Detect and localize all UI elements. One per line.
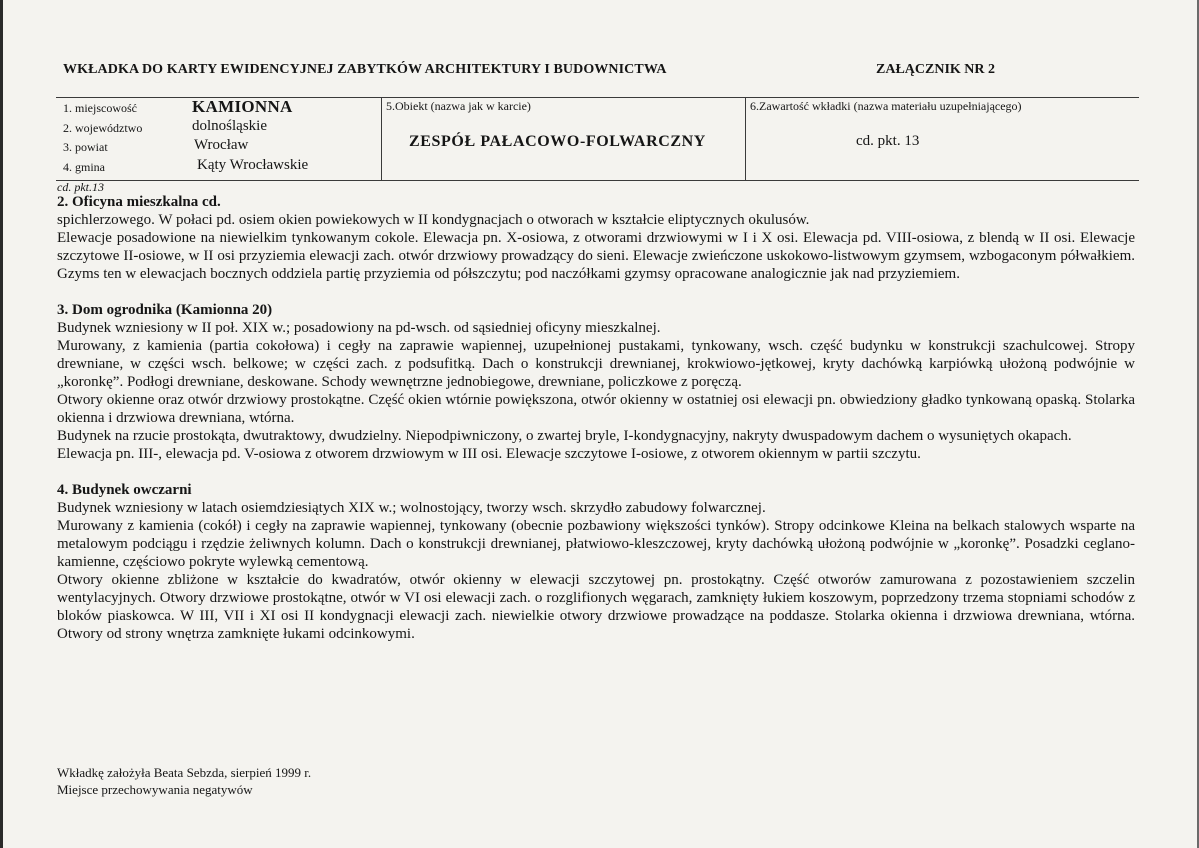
section-spacer <box>57 283 1135 301</box>
contents-label: 6.Zawartość wkładki (nazwa materiału uzupełniającego) <box>750 99 1022 113</box>
location-value: Wrocław <box>194 137 249 153</box>
section-title: 4. Budynek owczarni <box>57 482 192 498</box>
section-paragraph: Otwory okienne oraz otwór drzwiowy prostokątne. Część okien wtórnie powiększona, otwór okienny w ostatniej osi elewacji pn. obwiedziony gładko tynkowaną opaską. Stolarka okienna i drzwiowa drewniana, wtórna. <box>57 392 1135 426</box>
section-title: 3. Dom ogrodnika (Kamionna 20) <box>57 302 273 318</box>
table-bottom-rule <box>56 180 1139 181</box>
object-value: ZESPÓŁ PAŁACOWO-FOLWARCZNY <box>409 133 706 150</box>
location-value: dolnośląskie <box>192 118 267 134</box>
section-paragraph: Murowany z kamienia (cokół) i cegły na zaprawie wapiennej, tynkowany (obecnie pozbawiony większości tynków). Stropy odcinkowe Kleina na belkach stalowych wsparte na metalowym podciągu i rzędzie żeliwnych kolumn. Dach o konstrukcji drewnianej, płatwiowo-kleszczowej, kryty dachówką ułożoną podwójnie w „koronkę”. Posadzki ceglano-kamienne, częściowo pokryte wylewką cementową. <box>57 518 1135 570</box>
document-body <box>57 193 1135 643</box>
author-line: Wkładkę założyła Beata Sebzda, sierpień 1999 r. <box>57 765 312 780</box>
contents-value: cd. pkt. 13 <box>856 133 920 149</box>
location-label: 1. miejscowość <box>63 101 137 115</box>
document-header <box>63 62 1153 82</box>
table-divider-2 <box>745 97 746 180</box>
section-paragraph: Elewacje posadowione na niewielkim tynkowanym cokole. Elewacja pn. X-osiowa, z otworami drzwiowymi w I i X osi. Elewacja pd. VIII-osiowa, z blendą w II osi. Elewacje szczytowe II-osiowe, w II osi przyziemia elewacji zach. otwór drzwiowy prowadzący do sieni. Elewacje zwieńczone uskokowo-listwowym gzymsem, wzbogaconym półwałkiem. Gzyms ten w elewacjach bocznych oddziela partię przyziemia od półszczytu; pod naczółkami gzymsy opracowane analogicznie jak nad przyziemiem. <box>57 230 1135 282</box>
section-paragraph: Murowany, z kamienia (partia cokołowa) i cegły na zaprawie wapiennej, uzupełnionej pustakami, tynkowany, wsch. część budynku w konstrukcji szachulcowej. Stropy drewniane, w części wsch. belkowe; w części zach. z podsufitką. Dach o konstrukcji drewnianej, krokwiowo-jętkowej, kryty dachówką karpiówką ułożoną podwójnie w „koronkę”. Podłogi drewniane, deskowane. Schody wewnętrzne jednobiegowe, drewniane, policzkowe z poręczą. <box>57 338 1135 390</box>
document-footer <box>57 764 311 798</box>
section-paragraph: Elewacja pn. III-, elewacja pd. V-osiowa z otworem drzwiowym w III osi. Elewacje szczytowe I-osiowe, z otworem okiennym w partii szczytu. <box>57 446 921 462</box>
location-label: 2. województwo <box>63 121 143 135</box>
location-value: KAMIONNA <box>192 97 293 116</box>
section-paragraph: Otwory okienne zbliżone w kształcie do kwadratów, otwór okienny w elewacji szczytowej pn. prostokątny. Część otworów zamurowana z pozostawieniem szczelin wentylacyjnych. Otwory drzwiowe prostokątne, otwór w VI osi elewacji zach. o rozglifionych węgarach, zamknięty łukiem koszowym, poprzedzony trzema stopniami schodów z bloków piaskowca. W III, VII i XI osi II kondygnacji elewacji zach. niewielkie otwory drzwiowe prowadzące na poddasze. Stolarka okienna i drzwiowa drewniana, wtórna. Otwory od strony wnętrza zamknięte łukami odcinkowymi. <box>57 572 1135 642</box>
section-paragraph: Budynek wzniesiony w II poł. XIX w.; posadowiony na pd-wsch. od sąsiedniej oficyny mieszkalnej. <box>57 320 661 336</box>
section-spacer <box>57 463 1135 481</box>
object-label: 5.Obiekt (nazwa jak w karcie) <box>386 99 531 113</box>
table-divider-1 <box>381 97 382 180</box>
section-paragraph: Budynek na rzucie prostokąta, dwutraktowy, dwudzielny. Niepodpiwniczony, o zwartej bryle, I-kondygnacyjny, nakryty dwuspadowym dachem o wysuniętych okapach. <box>57 428 1072 444</box>
annex-label: ZAŁĄCZNIK NR 2 <box>876 62 996 77</box>
location-value: Kąty Wrocławskie <box>197 157 309 173</box>
section-title: 2. Oficyna mieszkalna cd. <box>57 194 221 210</box>
negatives-storage-line: Miejsce przechowywania negatywów <box>57 782 253 797</box>
section-paragraph: spichlerzowego. W połaci pd. osiem okien powiekowych w II kondygnacjach o otworach w kształcie eliptycznych okulusów. <box>57 212 810 228</box>
document-title: WKŁADKA DO KARTY EWIDENCYJNEJ ZABYTKÓW ARCHITEKTURY I BUDOWNICTWA <box>63 62 667 77</box>
section-paragraph: Budynek wzniesiony w latach osiemdziesiątych XIX w.; wolnostojący, tworzy wsch. skrzydło zabudowy folwarcznej. <box>57 500 766 516</box>
location-label: 4. gmina <box>63 160 105 174</box>
continuation-note: cd. pkt.13 <box>57 180 104 194</box>
location-label: 3. powiat <box>63 140 108 154</box>
